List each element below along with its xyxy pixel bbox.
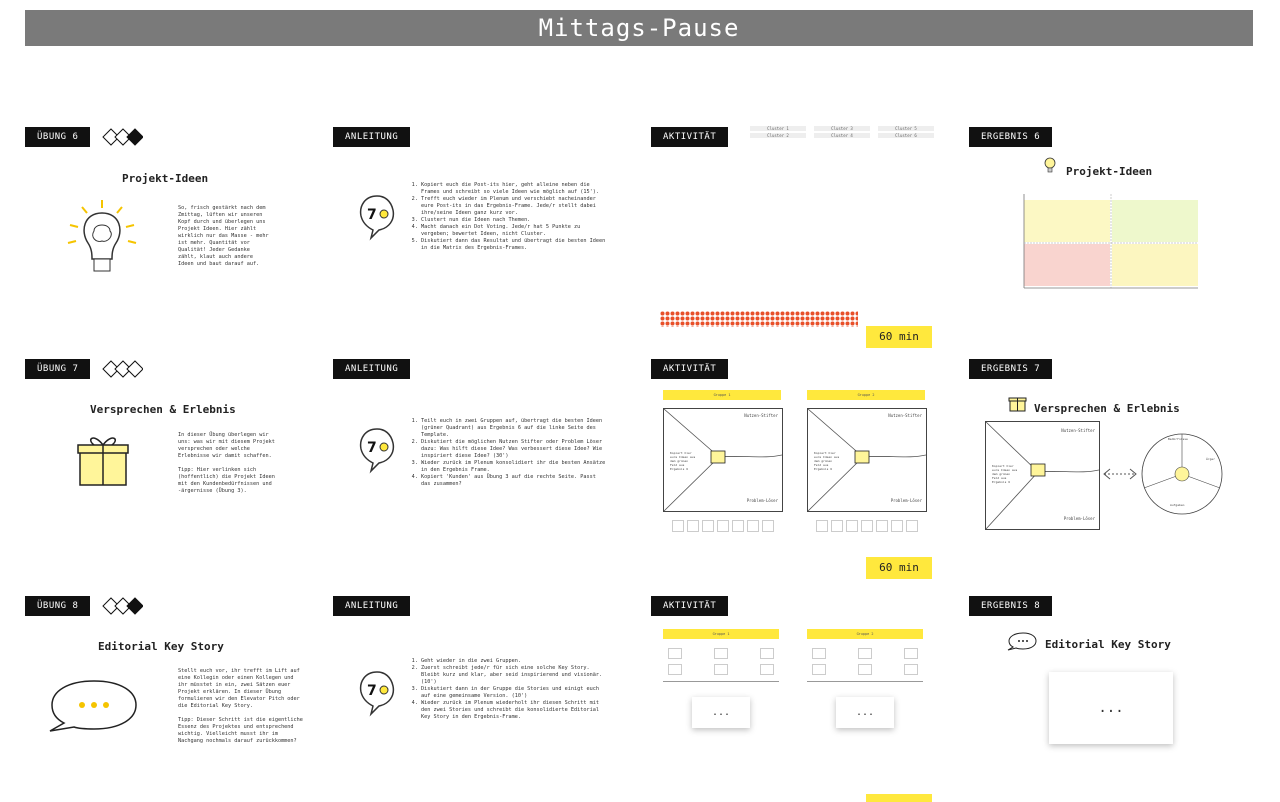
u8-steps <box>411 658 606 721</box>
tag-aktivitaet-7: AKTIVITÄT <box>651 359 728 379</box>
u6-step: 5. Diskutiert dann das Resultat und übertragt die besten Ideen in die Matrix des Ergebnis-Frames. <box>421 238 606 252</box>
gift-icon <box>74 431 134 491</box>
sticky-note[interactable] <box>714 664 728 675</box>
sticky-note[interactable] <box>760 648 774 659</box>
circle-label: Aufgaben <box>1170 503 1185 507</box>
u8-title: Editorial Key Story <box>98 640 224 653</box>
idea-matrix[interactable] <box>1012 190 1202 294</box>
key-story-card[interactable]: ... <box>692 697 750 728</box>
cluster-chip[interactable]: Cluster 4 <box>814 133 870 138</box>
u6-steps <box>411 182 606 252</box>
group-2-canvas[interactable] <box>807 408 927 512</box>
tag-uebung-7: ÜBUNG 7 <box>25 359 90 379</box>
sticky-note[interactable] <box>891 520 903 532</box>
sticky-note[interactable] <box>904 648 918 659</box>
speech-bubble-icon <box>1006 631 1038 653</box>
timer-badge-7: 60 min <box>866 557 932 579</box>
sticky-note[interactable] <box>861 520 873 532</box>
sticky-note[interactable] <box>672 520 684 532</box>
divider <box>807 681 923 682</box>
sticky-note[interactable] <box>876 520 888 532</box>
dot-voting-dots[interactable] <box>660 311 858 327</box>
tag-ergebnis-7: ERGEBNIS 7 <box>969 359 1052 379</box>
nutzen-label: Nutzen-Stifter <box>744 413 778 418</box>
sticky-note[interactable] <box>668 664 682 675</box>
sticky-note[interactable] <box>906 520 918 532</box>
tag-anleitung-7: ANLEITUNG <box>333 359 410 379</box>
nutzen-label: Nutzen-Stifter <box>1061 428 1095 433</box>
sticky-note[interactable] <box>732 520 744 532</box>
u6-title: Projekt-Ideen <box>122 172 209 185</box>
u7-step: 3. Wieder zurück im Plenum konsolidiert ihr die besten Ansätze in den Ergebnis Frame. <box>421 460 606 474</box>
sticky-note[interactable] <box>668 648 682 659</box>
tag-anleitung-8: ANLEITUNG <box>333 596 410 616</box>
sticky-note[interactable] <box>904 664 918 675</box>
nutzen-label: Nutzen-Stifter <box>888 413 922 418</box>
sticky-note[interactable] <box>831 520 843 532</box>
sticky-note[interactable] <box>762 520 774 532</box>
u6-step: 4. Macht danach ein Dot Voting. Jede/r hat 5 Punkte zu vergeben; bewertet Ideen, nicht Cluster. <box>421 224 606 238</box>
tag-uebung-8: ÜBUNG 8 <box>25 596 90 616</box>
key-story-card[interactable]: ... <box>836 697 894 728</box>
sticky-note[interactable] <box>717 520 729 532</box>
u7-title: Versprechen & Erlebnis <box>90 403 236 416</box>
cluster-chip[interactable]: Cluster 5 <box>878 126 934 131</box>
tag-aktivitaet-8: AKTIVITÄT <box>651 596 728 616</box>
e7-canvas[interactable] <box>985 421 1100 530</box>
u7-step: 1. Teilt euch in zwei Gruppen auf, übertragt die besten Ideen (grüner Quadrant) aus Ergebnis 6 auf die linke Seite des Template. <box>421 418 606 439</box>
sticky-note[interactable] <box>747 520 759 532</box>
sticky-note[interactable] <box>760 664 774 675</box>
u7-step: 4. Kopiert 'Kunden' aus Übung 3 auf die rechte Seite. Passt das zusammen? <box>421 474 606 488</box>
tag-ergebnis-8: ERGEBNIS 8 <box>969 596 1052 616</box>
tag-anleitung-6: ANLEITUNG <box>333 127 410 147</box>
copy-hint: Kopiert hier eure Ideen aus dem grünen Feld aus Ergebnis 6 <box>670 451 696 471</box>
progress-diamonds-icon <box>101 359 143 379</box>
page-title-banner: Mittags-Pause <box>25 10 1253 46</box>
speech-bubble-icon <box>44 675 144 735</box>
u8-step: 3. Diskutiert dann in der Gruppe die Stories und einigt euch auf eine gemeinsame Version. (10') <box>421 686 606 700</box>
tag-ergebnis-6: ERGEBNIS 6 <box>969 127 1052 147</box>
u6-step: 2. Trefft euch wieder im Plenum und verschiebt nacheinander eure Post-its in das Ergebnis-Frame. Jede/r stellt dabei ihre/seine Ideen ganz kurz vor. <box>421 196 606 217</box>
tag-aktivitaet-6: AKTIVITÄT <box>651 127 728 147</box>
sticky-note[interactable] <box>812 664 826 675</box>
problem-label: Problem-Löser <box>1063 516 1095 521</box>
u8-step: 2. Zuerst schreibt jede/r für sich eine solche Key Story. Bleibt kurz und klar, aber seid inspirierend und visionär. (10') <box>421 665 606 686</box>
cluster-chip[interactable]: Cluster 2 <box>750 133 806 138</box>
circle-label: Ärger <box>1206 457 1216 461</box>
timer-badge-6: 60 min <box>866 326 932 348</box>
cluster-chip[interactable]: Cluster 1 <box>750 126 806 131</box>
progress-diamonds-icon <box>101 127 143 147</box>
group-1-header: Gruppe 1 <box>663 629 779 639</box>
svg-text:7: 7 <box>367 207 377 223</box>
sticky-note[interactable] <box>816 520 828 532</box>
tag-uebung-6: ÜBUNG 6 <box>25 127 90 147</box>
speech-70-icon <box>357 192 397 242</box>
cluster-chip[interactable]: Cluster 6 <box>878 133 934 138</box>
u6-step: 3. Clustert nun die Ideen nach Themen. <box>421 217 606 224</box>
group-2-header: Gruppe 2 <box>807 629 923 639</box>
sticky-note[interactable] <box>846 520 858 532</box>
gift-icon <box>1008 393 1028 413</box>
u7-steps <box>411 418 606 488</box>
e6-title: Projekt-Ideen <box>1066 165 1153 178</box>
double-arrow-icon <box>1100 462 1140 486</box>
sticky-note[interactable] <box>687 520 699 532</box>
sticky-note[interactable] <box>812 648 826 659</box>
sticky-note[interactable] <box>714 648 728 659</box>
lightbulb-brain-icon <box>62 195 142 280</box>
e7-title: Versprechen & Erlebnis <box>1034 402 1180 415</box>
problem-label: Problem-Löser <box>890 498 922 503</box>
u6-step: 1. Kopiert euch die Post-its hier, geht alleine neben die Frames und schreibt so viele Ideen wie möglich auf (15'). <box>421 182 606 196</box>
speech-70-icon <box>357 425 397 475</box>
u6-description: So, frisch gestärkt nach dem Zmittag, lüften wir unseren Kopf durch und überlegen uns Projekt Ideen. Hier zählt wirklich nur das Masse - mehr ist mehr. Quantität vor Qualität! Jeder Gedanke zählt, klaut auch andere Ideen und baut darauf auf. <box>178 205 269 267</box>
group-1-header: Gruppe 1 <box>663 390 781 400</box>
speech-70-icon <box>357 668 397 718</box>
svg-text:7: 7 <box>367 683 377 699</box>
timer-badge-8 <box>866 794 932 802</box>
copy-hint: Kopiert hier eure Ideen aus dem grünen Feld aus Ergebnis 6 <box>814 451 840 471</box>
u8-step: 1. Geht wieder in die zwei Gruppen. <box>421 658 606 665</box>
divider <box>663 681 779 682</box>
e8-title: Editorial Key Story <box>1045 638 1171 651</box>
problem-label: Problem-Löser <box>746 498 778 503</box>
progress-diamonds-icon <box>101 596 143 616</box>
u8-step: 4. Wieder zurück im Plenum wiederholt ihr diesen Schritt mit den zwei Stories und schreibt die konsolidierte Editorial Key Story in den Ergebnis-Frame. <box>421 700 606 721</box>
lightbulb-icon <box>1042 156 1058 174</box>
svg-text:7: 7 <box>367 440 377 456</box>
sticky-note[interactable] <box>858 648 872 659</box>
sticky-note[interactable] <box>702 520 714 532</box>
u8-description: Stellt euch vor, ihr trefft im Lift auf eine Kollegin oder einen Kollegen und ihr müsstet in ein, zwei Sätzen euer Projekt erklären. In dieser Übung formulieren wir den Elevator Pitch oder die Editorial Key Story. Tipp: Dieser Schritt ist die eigentliche Essenz des Projektes und entsprechend wichtig. Vielleicht musst ihr im Nachgang nochmals darauf zurückkommen? <box>178 668 303 744</box>
editorial-key-story-card[interactable]: ... <box>1049 672 1173 744</box>
group-1-canvas[interactable] <box>663 408 783 512</box>
group-2-header: Gruppe 2 <box>807 390 925 400</box>
u7-step: 2. Diskutiert die möglichen Nutzen Stifter oder Problem Löser dazu: Was hilft diese Idee? Was verbessert diese Idee? Wie inspiriert diese Idee? (30') <box>421 439 606 460</box>
sticky-note[interactable] <box>858 664 872 675</box>
cluster-chip[interactable]: Cluster 3 <box>814 126 870 131</box>
u7-description: In dieser Übung überlegen wir uns: was wir mit diesem Projekt versprechen oder welche Erlebnisse wir damit schaffen. Tipp: Hier verlinken sich (hoffentlich) die Projekt Ideen mit den Kundenbedürfnissen und -ärgernisse (Übung 3). <box>178 432 275 494</box>
circle-label: Bedürfnisse <box>1168 437 1188 441</box>
copy-hint: Kopiert hier eure Ideen aus dem grünen Feld aus Ergebnis 6 <box>992 464 1018 484</box>
